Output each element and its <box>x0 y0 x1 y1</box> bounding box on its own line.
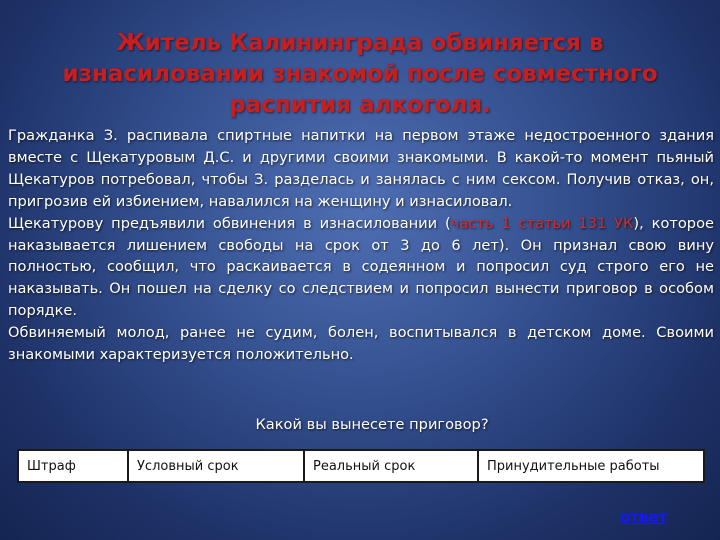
case-paragraph-2 <box>8 213 714 323</box>
option-real-sentence[interactable]: Реальный срок <box>304 450 478 482</box>
case-paragraph-1: Гражданка З. распивала спиртные напитки на первом этаже недостроенного здания вместе с Щекатуровым Д.С. и другими своими знакомыми. В какой-то момент пьяный Щекатуров потребовал, чтобы З. разделась и занялась с ним сексом. Получив отказ, он, пригрозив ей избиением, навалился на женщину и изнасиловал. <box>8 127 714 210</box>
option-fine[interactable]: Штраф <box>18 450 128 482</box>
slide-title: Житель Калининграда обвиняется в изнасиловании знакомой после совместного распития алкоголя. <box>62 30 658 118</box>
options-row <box>18 450 704 482</box>
option-suspended-sentence[interactable]: Условный срок <box>128 450 304 482</box>
charge-text-end: ), которое наказывается лишением свободы на срок от 3 до 6 лет). Он признал свою вину полностью, сообщил, что раскаивается в содеянном и попросил суд строго его не наказывать. Он пошел на сделку со следствием и попросил вынести приговор в особом порядке. <box>8 214 714 320</box>
case-paragraph-3: Обвиняемый молод, ранее не судим, болен, воспитывался в детском доме. Своими знакомыми характеризуется положительно. <box>8 324 714 364</box>
charge-text-start: Щекатурову предъявили обвинения в изнасиловании ( <box>8 214 451 232</box>
question-text: Какой вы вынесете приговор? <box>255 416 489 433</box>
law-reference: часть 1 статьи 131 УК <box>450 214 634 232</box>
option-forced-labor[interactable]: Принудительные работы <box>478 450 704 482</box>
case-description <box>8 125 714 366</box>
sentence-options-table <box>17 449 705 483</box>
answer-link[interactable]: ответ <box>620 508 668 526</box>
